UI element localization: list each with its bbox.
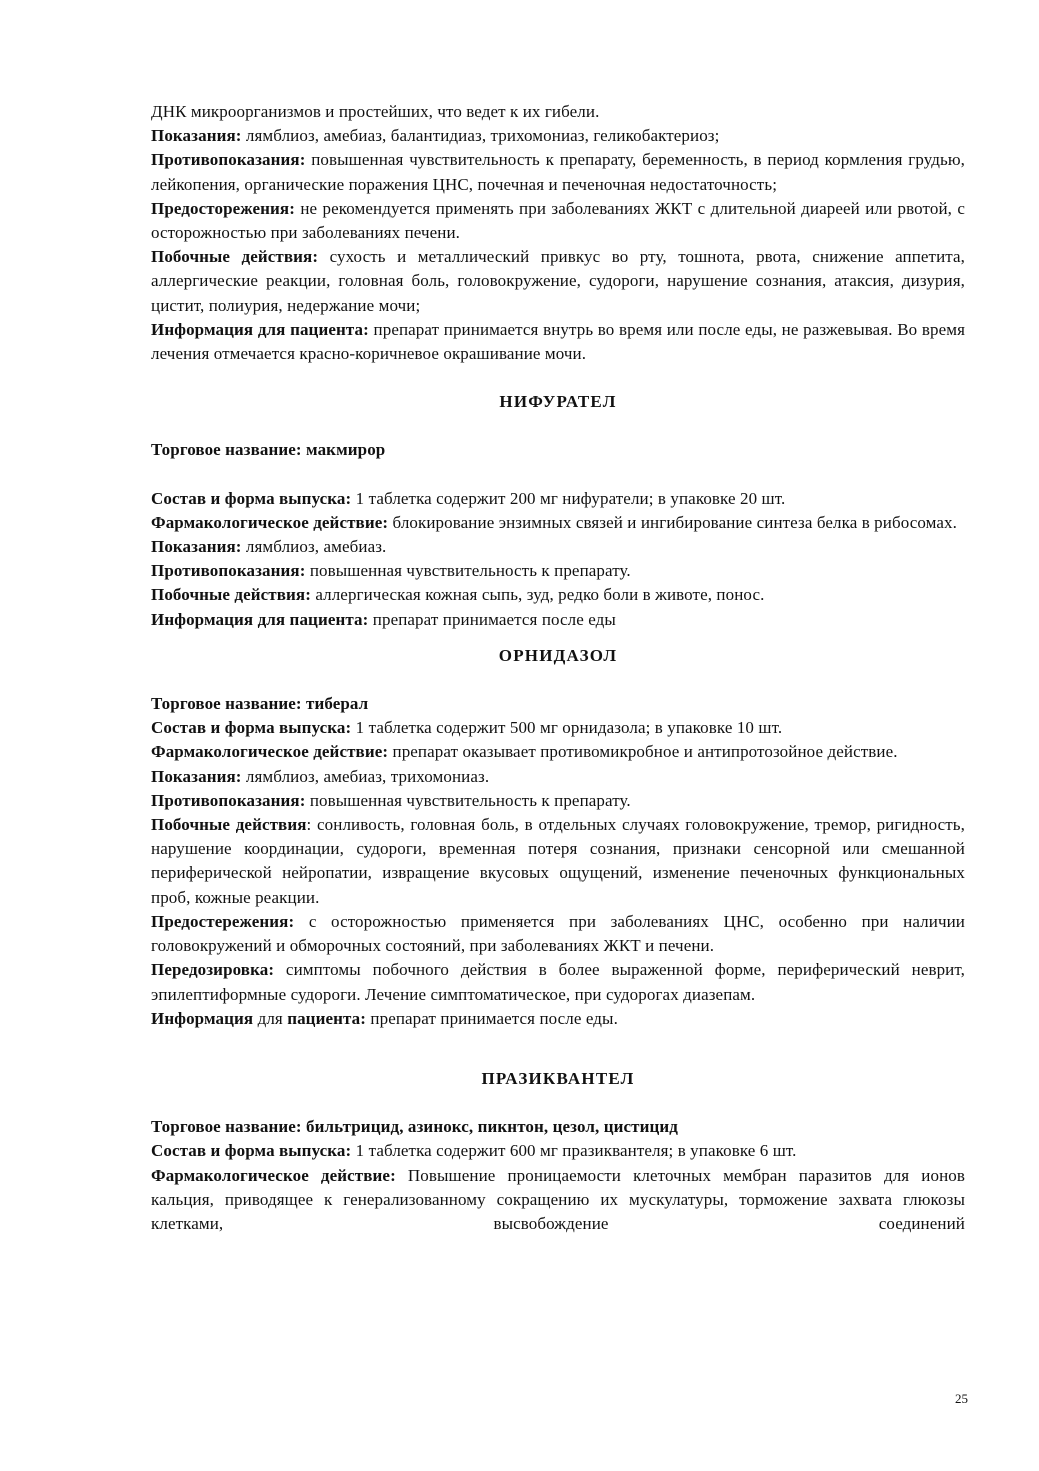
praziquantel-trade-name: Торговое название: бильтрицид, азинокс, пикнтон, цезол, цистицид bbox=[151, 1117, 678, 1137]
ornidazole-trade-name: Торговое название: тиберал bbox=[151, 694, 369, 714]
section-title-nifuratel: НИФУРАТЕЛ bbox=[499, 392, 617, 412]
nifuratel-composition: Состав и форма выпуска: 1 таблетка содержит 200 мг нифуратели; в упаковке 20 шт. bbox=[151, 488, 786, 508]
ornidazole-overdose: Передозировка: симптомы побочного действия в более выраженной форме, периферический неврит, эпилептиформные судороги. Лечение симптоматическое, при судорогах диазепам. bbox=[151, 960, 965, 1004]
ornidazole-composition: Состав и форма выпуска: 1 таблетка содержит 500 мг орнидазола; в упаковке 10 шт. bbox=[151, 718, 783, 738]
nifuratel-patient-info: Информация для пациента: препарат принимается после еды bbox=[151, 609, 616, 629]
intro-contraindications: Противопоказания: повышенная чувствительность к препарату, беременность, в период кормления грудью, лейкопения, органические поражения ЦНС, почечная и печеночная недостаточность; bbox=[151, 150, 965, 194]
document-page bbox=[151, 100, 965, 1236]
ornidazole-contraindications: Противопоказания: повышенная чувствительность к препарату. bbox=[151, 790, 631, 810]
praziquantel-composition: Состав и форма выпуска: 1 таблетка содержит 600 мг празиквантеля; в упаковке 6 шт. bbox=[151, 1141, 797, 1161]
intro-patient-info: Информация для пациента: препарат принимается внутрь во время или после еды, не разжевывая. Во время лечения отмечается красно-коричневое окрашивание мочи. bbox=[151, 319, 965, 364]
ornidazole-precautions: Предостережения: с осторожностью применяется при заболеваниях ЦНС, особенно при наличии головокружений и обморочных состояний, при заболеваниях ЖКТ и печени. bbox=[151, 911, 965, 956]
ornidazole-indications: Показания: лямблиоз, амебиаз, трихомониаз. bbox=[151, 766, 490, 786]
praziquantel-pharmacology: Фармакологическое действие: Повышение проницаемости клеточных мембран паразитов для ионов кальция, приводящее к генерализованному сокращению их мускулатуры, торможение захвата глюкозы клетками, высвобождение соединений bbox=[151, 1165, 965, 1233]
page-number: 25 bbox=[955, 1391, 968, 1406]
nifuratel-pharmacology: Фармакологическое действие: блокирование энзимных связей и ингибирование синтеза белка в рибосомах. bbox=[151, 512, 957, 532]
ornidazole-pharmacology: Фармакологическое действие: препарат оказывает противомикробное и антипротозойное действие. bbox=[151, 742, 898, 762]
intro-indications: Показания: лямблиоз, амебиаз, балантидиаз, трихомониаз, геликобактериоз; bbox=[151, 126, 720, 146]
ornidazole-patient-info: Информация для пациента: препарат принимается после еды. bbox=[151, 1008, 618, 1028]
ornidazole-side-effects: Побочные действия: сонливость, головная боль, в отдельных случаях головокружение, тремор, ригидность, нарушение координации, судороги, временная потеря сознания, признаки сенсорной или смешанной периферической нейропатии, извращение вкусовых ощущений, изменение печеночных функциональных проб, кожные реакции. bbox=[151, 815, 966, 907]
nifuratel-side-effects: Побочные действия: аллергическая кожная сыпь, зуд, редко боли в животе, понос. bbox=[151, 585, 765, 605]
nifuratel-contraindications: Противопоказания: повышенная чувствительность к препарату. bbox=[151, 561, 631, 581]
section-title-praziquantel: ПРАЗИКВАНТЕЛ bbox=[481, 1068, 635, 1088]
intro-line: ДНК микроорганизмов и простейших, что ведет к их гибели. bbox=[151, 102, 600, 121]
section-title-ornidazole: ОРНИДАЗОЛ bbox=[498, 645, 618, 665]
intro-side-effects: Побочные действия: сухость и металлический привкус во рту, тошнота, рвота, снижение аппетита, аллергические реакции, головная боль, головокружение, судороги, нарушение сознания, атаксия, дизурия, цистит, полиурия, недержание мочи; bbox=[151, 247, 965, 315]
nifuratel-indications: Показания: лямблиоз, амебиаз. bbox=[151, 537, 387, 557]
nifuratel-trade-name: Торговое название: макмирор bbox=[151, 440, 386, 460]
intro-precautions: Предосторежения: не рекомендуется применять при заболеваниях ЖКТ с длительной диареей или рвотой, с осторожностью при заболеваниях печени. bbox=[151, 198, 965, 243]
